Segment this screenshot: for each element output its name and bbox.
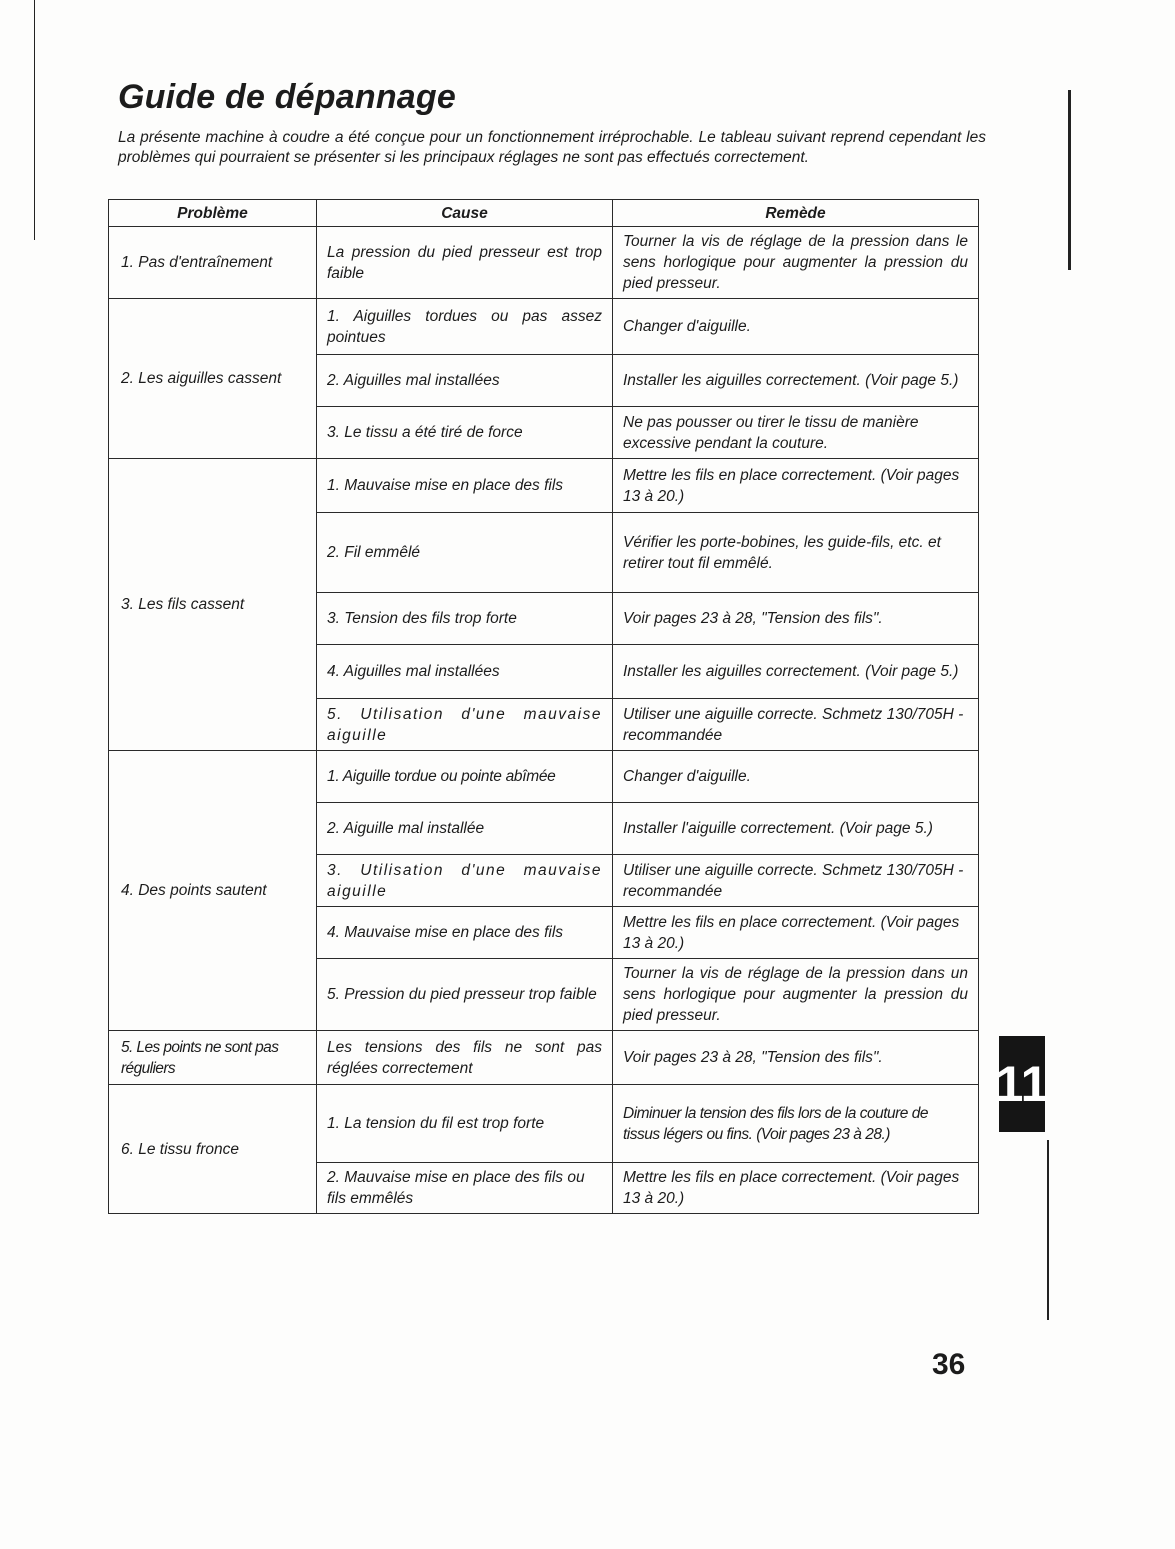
remedy-cell: Installer l'aiguille correctement. (Voir page 5.): [613, 803, 979, 855]
table-row: [109, 459, 979, 513]
header-cause: Cause: [317, 200, 613, 227]
cause-cell: 1. La tension du fil est trop forte: [317, 1085, 613, 1163]
problem-cell: 4. Des points sautent: [109, 751, 317, 1031]
header-problem: Problème: [109, 200, 317, 227]
remedy-cell: Mettre les fils en place correctement. (Voir pages 13 à 20.): [613, 459, 979, 513]
chapter-tab-marker: 11: [999, 1036, 1045, 1132]
cause-cell: 5. Utilisation d'une mauvaise aiguille: [317, 699, 613, 751]
remedy-cell: Voir pages 23 à 28, "Tension des fils".: [613, 593, 979, 645]
binding-edge-line: [1047, 1140, 1049, 1320]
remedy-cell: Ne pas pousser ou tirer le tissu de manière excessive pendant la couture.: [613, 407, 979, 459]
cause-cell: 1. Mauvaise mise en place des fils: [317, 459, 613, 513]
cause-cell: 2. Aiguille mal installée: [317, 803, 613, 855]
troubleshooting-table: [108, 199, 979, 1214]
cause-cell: 1. Aiguilles tordues ou pas assez pointues: [317, 299, 613, 355]
problem-cell: 2. Les aiguilles cassent: [109, 299, 317, 459]
cause-cell: 3. Le tissu a été tiré de force: [317, 407, 613, 459]
remedy-cell: Installer les aiguilles correctement. (Voir page 5.): [613, 645, 979, 699]
cause-cell: 2. Aiguilles mal installées: [317, 355, 613, 407]
remedy-cell: Vérifier les porte-bobines, les guide-fils, etc. et retirer tout fil emmêlé.: [613, 513, 979, 593]
problem-cell: 3. Les fils cassent: [109, 459, 317, 751]
remedy-cell: Diminuer la tension des fils lors de la couture de tissus légers ou fins. (Voir pages 23 à 28.): [613, 1085, 979, 1163]
table-header-row: [109, 200, 979, 227]
binding-edge-line: [34, 0, 35, 240]
cause-cell: 4. Aiguilles mal installées: [317, 645, 613, 699]
cause-cell: 2. Mauvaise mise en place des fils ou fils emmêlés: [317, 1163, 613, 1214]
cause-cell: 2. Fil emmêlé: [317, 513, 613, 593]
remedy-cell: Installer les aiguilles correctement. (Voir page 5.): [613, 355, 979, 407]
remedy-cell: Mettre les fils en place correctement. (Voir pages 13 à 20.): [613, 1163, 979, 1214]
remedy-cell: Utiliser une aiguille correcte. Schmetz 130/705H - recommandée: [613, 855, 979, 907]
problem-cell: 1. Pas d'entraînement: [109, 227, 317, 299]
cause-cell: 3. Utilisation d'une mauvaise aiguille: [317, 855, 613, 907]
remedy-cell: Tourner la vis de réglage de la pression dans un sens horlogique pour augmenter la pression du pied presseur.: [613, 959, 979, 1031]
cause-cell: La pression du pied presseur est trop faible: [317, 227, 613, 299]
table-row: [109, 227, 979, 299]
remedy-cell: Mettre les fils en place correctement. (Voir pages 13 à 20.): [613, 907, 979, 959]
cause-cell: 3. Tension des fils trop forte: [317, 593, 613, 645]
remedy-cell: Tourner la vis de réglage de la pression dans le sens horlogique pour augmenter la pression du pied presseur.: [613, 227, 979, 299]
table-row: [109, 1031, 979, 1085]
table-row: [109, 299, 979, 355]
page-number: 36: [932, 1348, 966, 1381]
remedy-cell: Voir pages 23 à 28, "Tension des fils".: [613, 1031, 979, 1085]
table-row: [109, 1085, 979, 1163]
header-remedy: Remède: [613, 200, 979, 227]
problem-cell: 5. Les points ne sont pas réguliers: [109, 1031, 317, 1085]
table-row: [109, 751, 979, 803]
remedy-cell: Utiliser une aiguille correcte. Schmetz 130/705H - recommandée: [613, 699, 979, 751]
page-title: Guide de dépannage: [118, 78, 456, 116]
intro-paragraph: La présente machine à coudre a été conçue pour un fonctionnement irréprochable. Le tableau suivant reprend cependant les problèmes qui pourraient se présenter si les principaux réglages ne sont pas effectués correctement.: [118, 129, 986, 166]
binding-edge-line: [1068, 90, 1071, 270]
remedy-cell: Changer d'aiguille.: [613, 751, 979, 803]
remedy-cell: Changer d'aiguille.: [613, 299, 979, 355]
cause-cell: 1. Aiguille tordue ou pointe abîmée: [317, 751, 613, 803]
cause-cell: 4. Mauvaise mise en place des fils: [317, 907, 613, 959]
problem-cell: 6. Le tissu fronce: [109, 1085, 317, 1214]
cause-cell: 5. Pression du pied presseur trop faible: [317, 959, 613, 1031]
cause-cell: Les tensions des fils ne sont pas réglées correctement: [317, 1031, 613, 1085]
